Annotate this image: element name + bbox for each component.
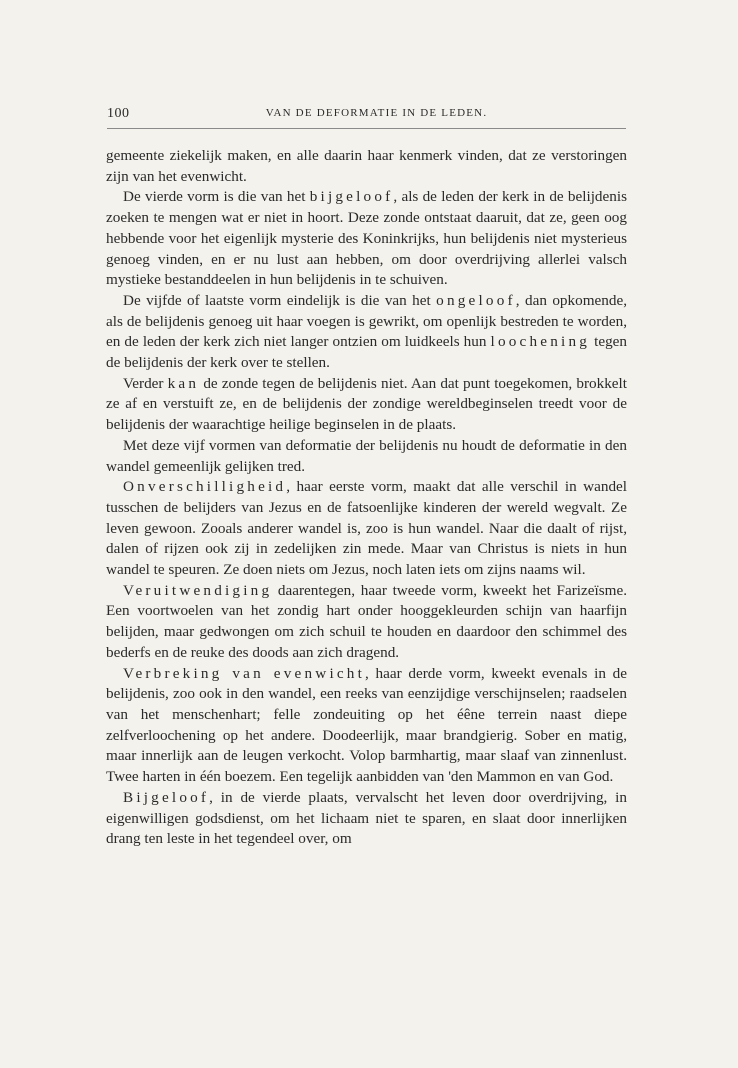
paragraph xyxy=(106,436,627,477)
spaced-emphasis: Verbreking van evenwicht xyxy=(123,664,366,682)
header-rule xyxy=(107,128,626,129)
text-run: De vijfde of laatste vorm eindelijk is die van het xyxy=(123,291,437,309)
paragraph xyxy=(106,146,627,187)
paragraph xyxy=(106,477,627,581)
paragraph xyxy=(106,374,627,436)
text-run: , als de leden der kerk in de belijdenis zoeken te mengen wat er niet in hoort. Deze zonde ontstaat daaruit, dat ze, geen oog hebbende voor het eigenlijk mysterie des Koninkrijks, hun belijdenis niet mysterieus genoeg vinden, en er nu lust aan hebben, om door overdrijving allerlei valsch mystieke bestanddeelen in hun belijdenis in te schuiven. xyxy=(106,188,627,289)
page-header xyxy=(107,106,626,124)
paragraph xyxy=(106,664,627,788)
text-run: De vierde vorm is die van het xyxy=(123,188,310,206)
spaced-emphasis: bijgeloof xyxy=(309,188,394,206)
running-title: VAN DE DEFORMATIE IN DE LEDEN. xyxy=(265,107,488,119)
spaced-emphasis: kan xyxy=(167,374,200,392)
text-run: , dan opkomende, als de belijdenis genoeg uit haar voegen is gewrikt, om openlijk bestreden te worden, en de leden der kerk zich niet langer ontzien om luidkeels hun xyxy=(106,291,627,351)
spaced-emphasis: loochening xyxy=(490,333,591,351)
text-run: Verder xyxy=(123,374,168,392)
text-run: , haar eerste vorm, maakt dat alle verschil in wandel tusschen de belijders van Jezus en de fatsoenlijke kinderen der wereld wegvalt. Ze leven gewoon. Zooals anderer wandel is, zoo is hun wandel. Naar die daalt of rijst, dalen of rijzen ook zij in zedelijken zin mede. Maar van Christus is niets in hun wandel te speuren. Ze doen niets om Jezus, noch laten iets om zijns naams wil. xyxy=(106,478,627,579)
text-run: , haar derde vorm, kweekt evenals in de belijdenis, zoo ook in den wandel, een reeks van eenzijdige verschijnselen; raadselen van het menschenhart; felle zondeuiting op het éêne terrein naast diepe zelfverloochening op het andere. Doodeerlijk, maar brandgierig. Sober en matig, maar innerlijk aan de leugen verkocht. Volop barmhartig, maar slaaf van zinnenlust. Twee harten in één boezem. Een tegelijk aanbidden van 'den Mammon en van God. xyxy=(106,664,627,786)
paragraph xyxy=(106,291,627,374)
text-run: tegen de belijdenis der kerk over te stellen. xyxy=(106,333,627,372)
text-run: , in de vierde plaats, vervalscht het leven door overdrijving, in eigenwilligen godsdienst, om het lichaam niet te sparen, en slaat door innerlijken drang ten leste in het tegendeel over, om xyxy=(106,788,627,848)
text-run: Met deze vijf vormen van deformatie der belijdenis nu houdt de deformatie in den wandel gemeenlijk gelijken tred. xyxy=(106,436,627,475)
text-run: daarentegen, haar tweede vorm, kweekt het Farizeïsme. Een voortwoelen van het zondig hart onder hooggekleurden schijn van haarfijn belijden, maar gedwongen om zich schuil te houden en daardoor den schimmel des bederfs en de reuke des doods aan zich dragend. xyxy=(106,581,627,661)
spaced-emphasis: Bijgeloof xyxy=(123,788,210,806)
spaced-emphasis: Veruitwendiging xyxy=(123,581,273,599)
text-run: de zonde tegen de belijdenis niet. Aan dat punt toegekomen, brokkelt ze af en verstuift ze, en de belijdenis der zondige wereldbeginselen treedt voor de belijdenis der waarachtige heilige beginselen in de plaats. xyxy=(106,374,627,434)
paragraph xyxy=(106,187,627,291)
body-text xyxy=(106,146,627,850)
page-number: 100 xyxy=(107,106,130,121)
paragraph xyxy=(106,788,627,850)
spaced-emphasis: ongeloof xyxy=(436,291,516,309)
text-run: gemeente ziekelijk maken, en alle daarin haar kenmerk vinden, dat ze verstoringen zijn van het evenwicht. xyxy=(106,147,627,185)
paragraph xyxy=(106,581,627,664)
spaced-emphasis: Onverschilligheid xyxy=(123,478,287,496)
